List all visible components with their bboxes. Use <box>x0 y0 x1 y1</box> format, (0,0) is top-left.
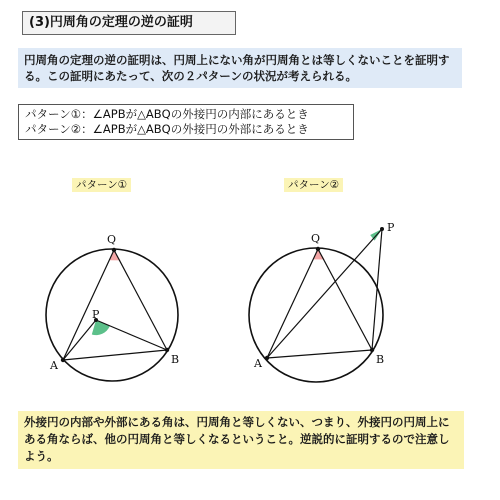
segment-qa-2 <box>267 249 318 358</box>
pattern-item-1: パターン①：∠APBが△ABQの外接円の内部にあるとき <box>25 107 309 121</box>
point-q-1 <box>112 248 116 252</box>
pattern-item-2: パターン②：∠APBが△ABQの外接円の外部にあるとき <box>25 122 309 136</box>
point-q-2 <box>316 247 320 251</box>
figure-pattern-1 <box>46 233 179 381</box>
figure-pattern-2 <box>249 221 395 382</box>
label-p-2: P <box>387 221 395 234</box>
conclusion-text: 外接円の内部や外部にある角は、円周角と等しくない、つまり、外接円の円周上にある角ならば、他の円周角と等しくなるということ。逆説的に証明するので注意しよう。 <box>18 411 464 469</box>
segment-qa-1 <box>63 250 114 360</box>
label-b-2: B <box>376 353 385 366</box>
segment-ab-2 <box>267 350 372 358</box>
figure-label-pattern-1: パターン① <box>72 178 131 192</box>
label-p-1: P <box>92 308 100 321</box>
figure-label-pattern-2: パターン② <box>284 178 343 192</box>
segment-qb-1 <box>114 250 167 350</box>
section-title: (3)円周角の定理の逆の証明 <box>22 11 236 35</box>
intro-text: 円周角の定理の逆の証明は、円周上にない角が円周角とは等しくないことを証明する。この証明にあたって、次の２パターンの状況が考えられる。 <box>18 48 462 88</box>
point-b-1 <box>165 348 169 352</box>
segment-qb-2 <box>318 249 372 350</box>
circumcircle-2 <box>249 248 383 382</box>
point-a-1 <box>61 358 65 362</box>
point-b-2 <box>370 348 374 352</box>
point-p-2 <box>380 227 384 231</box>
segment-pb-1 <box>96 320 167 350</box>
label-a-1: A <box>50 359 58 372</box>
point-a-2 <box>265 356 269 360</box>
circumcircle-1 <box>46 249 178 381</box>
segment-ap-1 <box>63 320 96 360</box>
label-q-1: Q <box>107 233 117 246</box>
segment-ab-1 <box>63 350 167 360</box>
label-b-1: B <box>171 353 180 366</box>
label-q-2: Q <box>311 232 321 245</box>
label-a-2: A <box>254 357 262 370</box>
